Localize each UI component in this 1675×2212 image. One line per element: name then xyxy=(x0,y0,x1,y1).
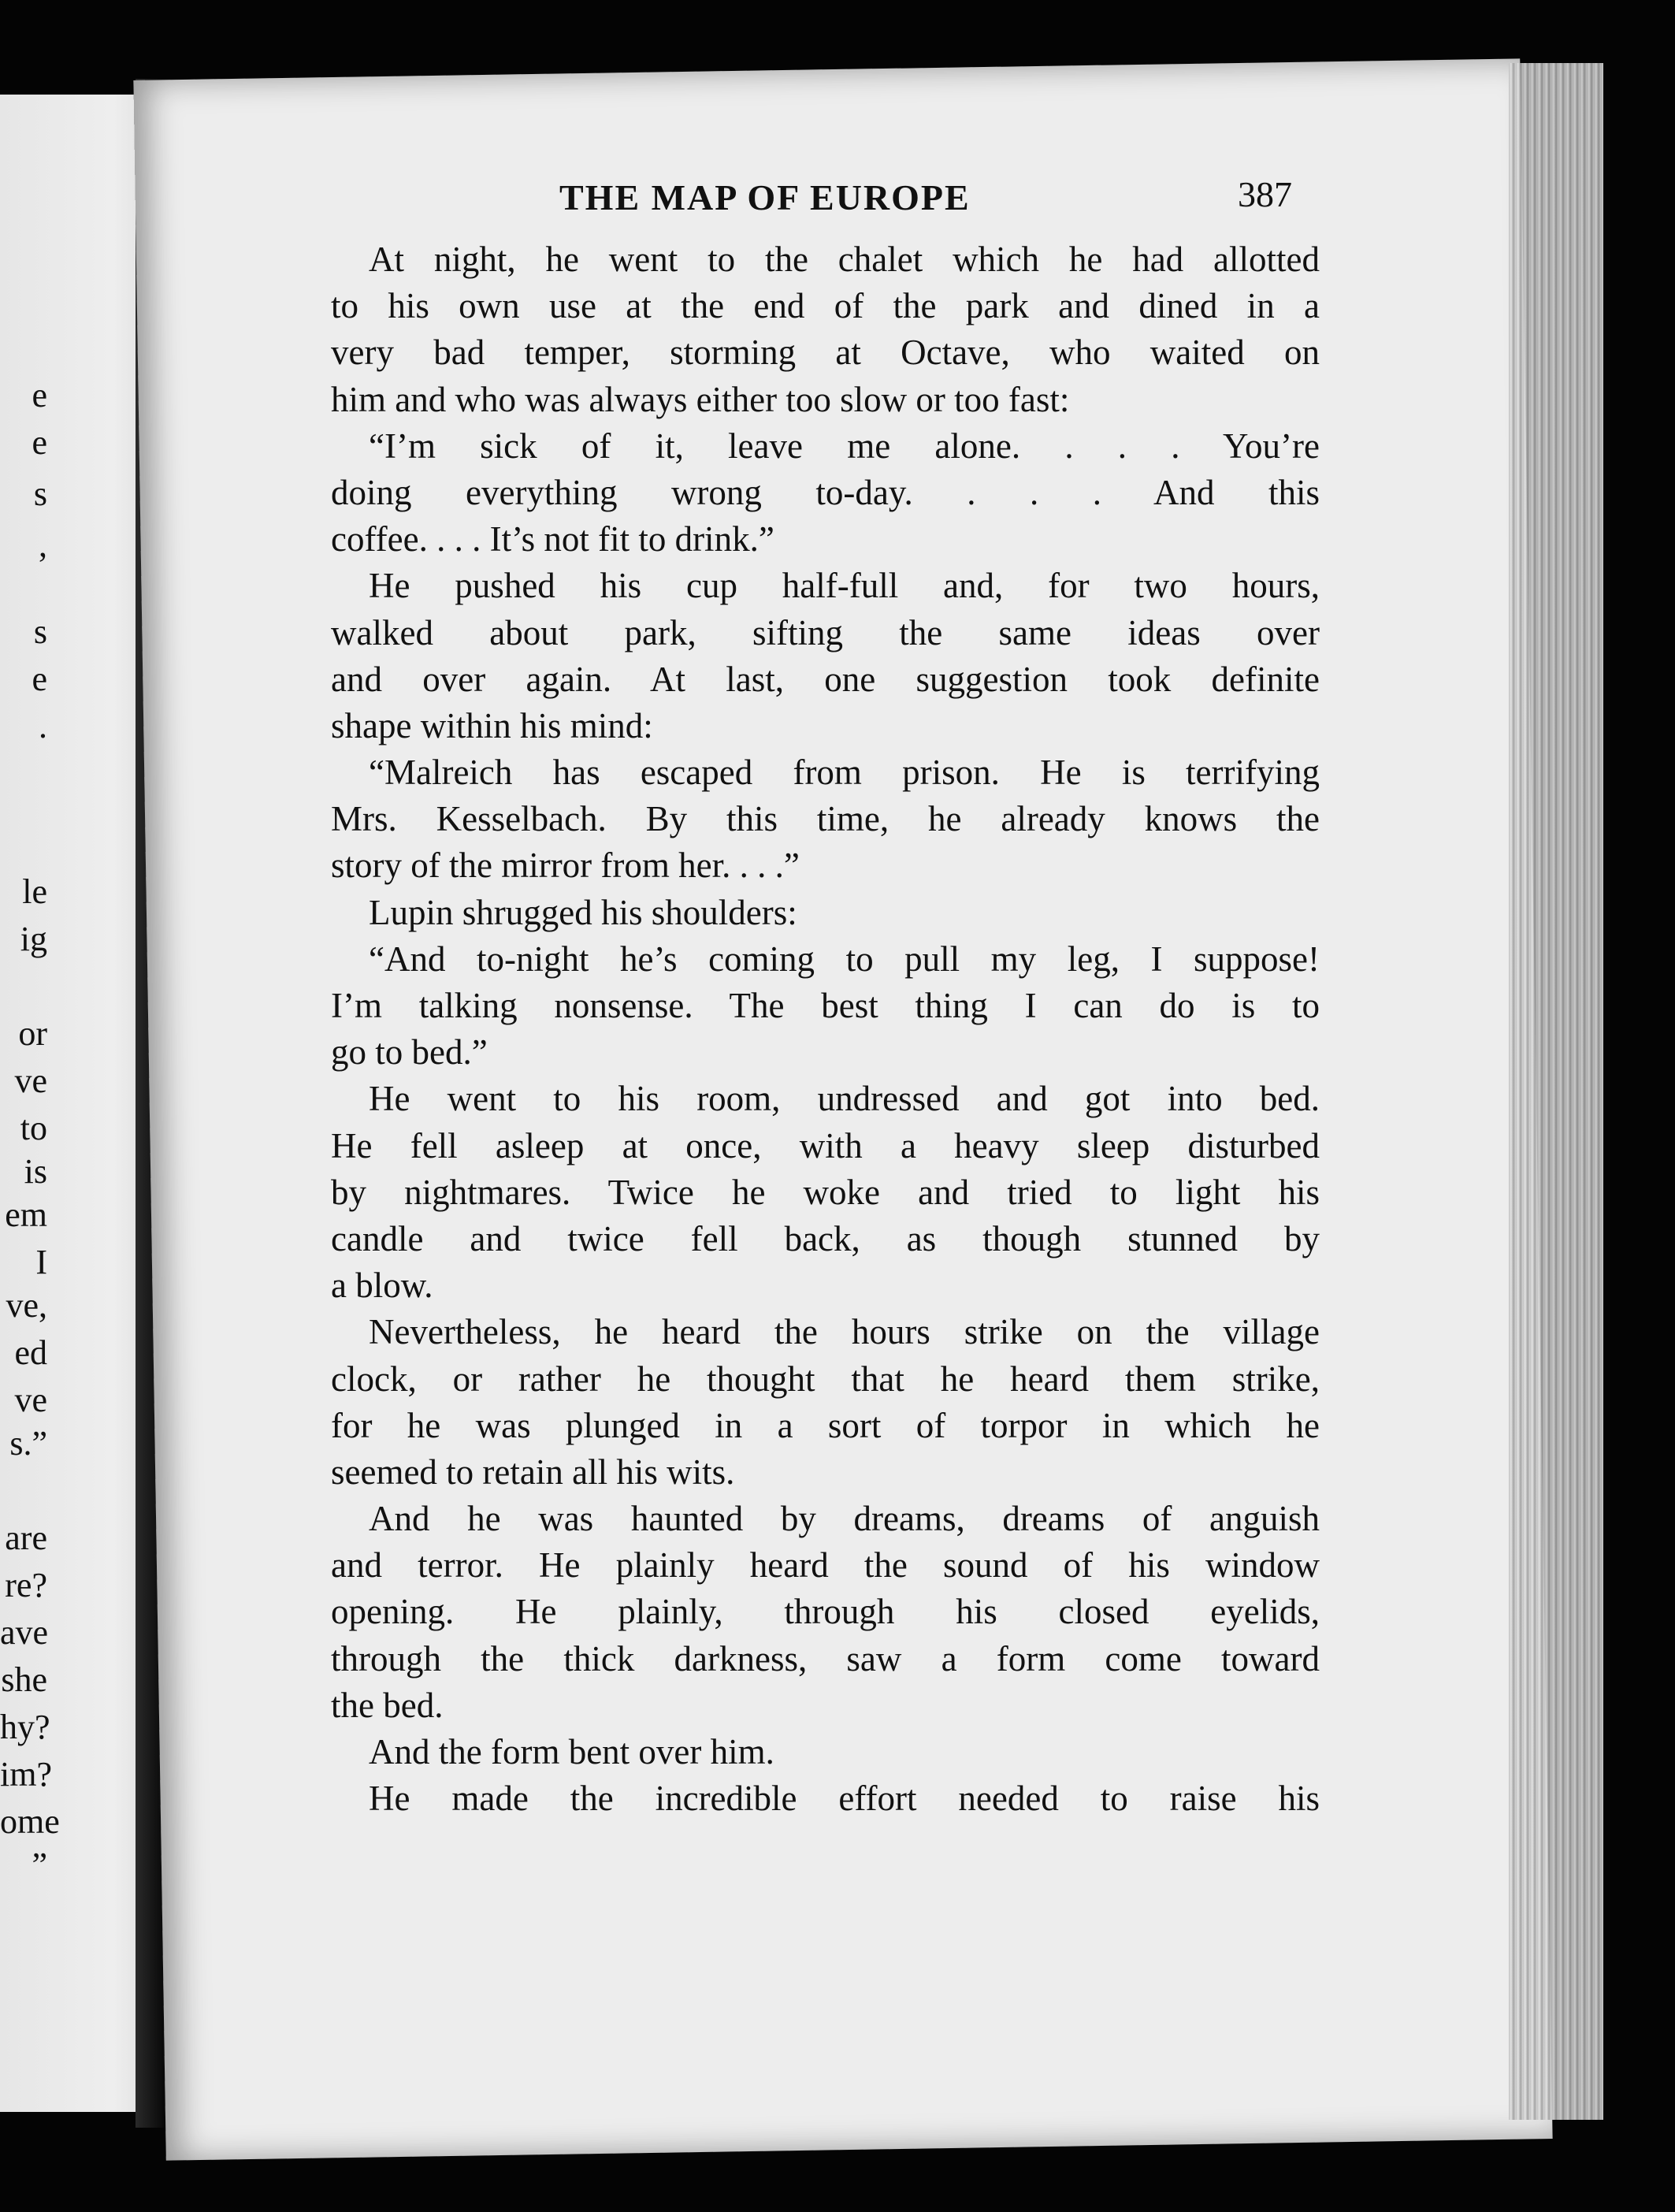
text-line: I’m talking nonsense. The best thing I can do is to xyxy=(331,986,1320,1025)
page-edges xyxy=(1509,63,1603,2120)
text-line: for he was plunged in a sort of torpor in which he xyxy=(331,1405,1320,1445)
text-line: “And to-night he’s coming to pull my leg, I suppose! xyxy=(369,939,1320,979)
running-header xyxy=(410,173,1300,229)
text-line: and over again. At last, one suggestion took definite xyxy=(331,659,1320,699)
left-page-fragment: e xyxy=(32,376,47,415)
text-line: walked about park, sifting the same ideas over xyxy=(331,612,1320,652)
left-page-fragment: to xyxy=(20,1109,47,1147)
left-page-fragment: ve xyxy=(14,1061,47,1100)
text-line: the bed. xyxy=(331,1685,444,1725)
text-line: a blow. xyxy=(331,1266,433,1306)
text-line: Lupin shrugged his shoulders: xyxy=(369,892,797,932)
left-page-fragment: ve xyxy=(14,1381,47,1419)
left-page-fragment: . xyxy=(39,707,47,745)
text-line: coffee. . . . It’s not fit to drink.” xyxy=(331,519,774,560)
left-page-fragment: le xyxy=(22,872,47,911)
text-line: And the form bent over him. xyxy=(369,1732,774,1771)
left-page-fragment: I xyxy=(35,1243,47,1281)
left-page-fragment: ” xyxy=(32,1846,47,1884)
left-page-fragment: re? xyxy=(5,1566,47,1604)
left-page-fragment: e xyxy=(32,423,47,462)
text-line: story of the mirror from her. . . .” xyxy=(331,846,800,886)
left-page-fragment: ed xyxy=(14,1333,47,1372)
text-line: He made the incredible effort needed to raise his xyxy=(369,1779,1320,1819)
text-line: and terror. He plainly heard the sound of his window xyxy=(331,1545,1320,1586)
text-line: Nevertheless, he heard the hours strike on the village xyxy=(369,1312,1320,1352)
text-line: And he was haunted by dreams, dreams of anguish xyxy=(369,1499,1320,1539)
text-line: very bad temper, storming at Octave, who waited on xyxy=(331,333,1320,373)
left-page-fragment: hy? xyxy=(0,1708,50,1746)
text-line: go to bed.” xyxy=(331,1032,488,1073)
left-page-fragment: s xyxy=(33,474,47,513)
text-line: “Malreich has escaped from prison. He is terrifying xyxy=(369,753,1320,793)
text-line: Mrs. Kesselbach. By this time, he already knows the xyxy=(331,799,1320,839)
left-page-fragment: im? xyxy=(0,1755,52,1794)
text-line: to his own use at the end of the park and dined in a xyxy=(331,286,1320,326)
text-line: candle and twice fell back, as though stunned by xyxy=(331,1218,1320,1258)
left-page-fragment: s xyxy=(33,612,47,651)
page-number: 387 xyxy=(1238,174,1292,214)
left-page-fragment: or xyxy=(18,1014,47,1053)
text-line: shape within his mind: xyxy=(331,705,653,745)
left-page-fragment: em xyxy=(5,1195,47,1234)
running-title: THE MAP OF EUROPE xyxy=(559,177,971,217)
left-page-fragment: are xyxy=(5,1519,47,1557)
left-page-fragment: ve, xyxy=(6,1286,47,1325)
left-page-fragment: ome xyxy=(0,1802,60,1841)
text-line: doing everything wrong to-day. . . . And this xyxy=(331,472,1320,512)
left-page-fragment: , xyxy=(39,526,47,564)
text-line: through the thick darkness, saw a form come toward xyxy=(331,1638,1320,1679)
left-page-fragment: ave xyxy=(0,1613,49,1652)
body-text xyxy=(331,236,1320,1822)
text-line: He went to his room, undressed and got into bed. xyxy=(369,1079,1320,1119)
text-line: He fell asleep at once, with a heavy sleep disturbed xyxy=(331,1125,1320,1165)
text-line: seemed to retain all his wits. xyxy=(331,1452,735,1492)
left-page-fragment: is xyxy=(24,1152,47,1191)
text-line: him and who was always either too slow or too fast: xyxy=(331,379,1070,419)
text-line: by nightmares. Twice he woke and tried to light his xyxy=(331,1172,1320,1212)
text-line: opening. He plainly, through his closed eyelids, xyxy=(331,1592,1320,1632)
left-page-fragment: she xyxy=(1,1660,47,1699)
text-line: “I’m sick of it, leave me alone. . . . You’re xyxy=(369,426,1320,466)
left-page-fragment: s.” xyxy=(9,1424,47,1463)
text-line: clock, or rather he thought that he heard them strike, xyxy=(331,1359,1320,1399)
text-line: At night, he went to the chalet which he had allotted xyxy=(369,240,1320,279)
text-line: He pushed his cup half-full and, for two hours, xyxy=(369,566,1320,606)
left-page-fragment: ig xyxy=(20,920,47,958)
left-page-fragment: e xyxy=(32,660,47,698)
